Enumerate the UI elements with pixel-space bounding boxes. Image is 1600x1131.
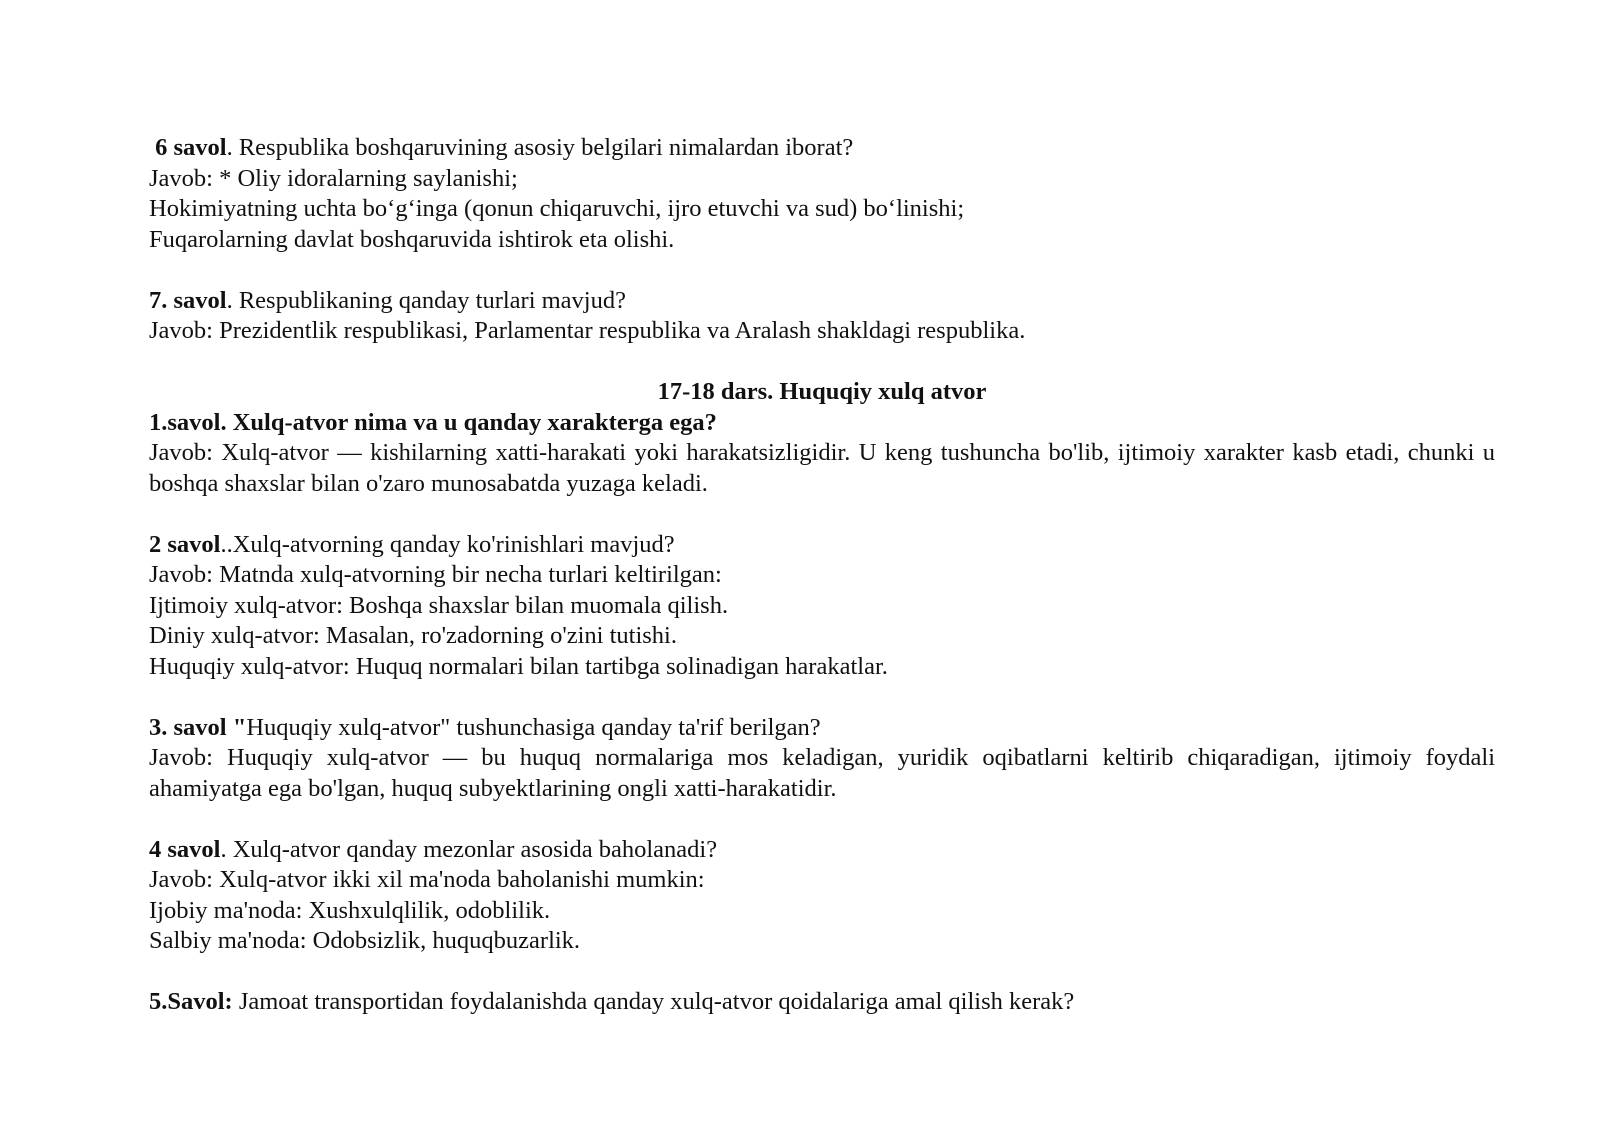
answer-line: Salbiy ma'noda: Odobsizlik, huquqbuzarlik. [149, 927, 581, 954]
section-question-3 [149, 713, 1495, 744]
answer-line: Diniy xulq-atvor: Masalan, ro'zadorning o'zini tutishi. [149, 622, 677, 649]
section-question-5-label: 5.Savol: [149, 988, 233, 1015]
answer-line: Ijtimoiy xulq-atvor: Boshqa shaxslar bilan muomala qilish. [149, 591, 729, 619]
answer-line: Huquqiy xulq-atvor: Huquq normalari bilan tartibga solinadigan harakatlar. [149, 652, 888, 680]
answer-line: Javob: * Oliy idoralarning saylanishi; [149, 164, 518, 192]
section-question-2-label: 2 savol [149, 530, 221, 558]
question-7-label: 7. savol [149, 286, 227, 314]
question-7 [149, 286, 1495, 317]
question-6-label: 6 savol [155, 134, 227, 161]
question-6 [149, 133, 1495, 164]
section-question-2-text: ..Xulq-atvorning qanday ko'rinishlari mavjud? [220, 530, 675, 558]
question-6-text: . Respublika boshqaruvining asosiy belgilari nimalardan iborat? [226, 134, 854, 161]
answer-paragraph: Javob: Huquqiy xulq-atvor — bu huquq normalariga mos keladigan, yuridik oqibatlarni keltirib chiqaradigan, ijtimoiy foydali ahamiyatga ega bo'lgan, huquq subyektlarining ongli xatti-harakatidir. [149, 744, 1495, 802]
answer-line: Hokimiyatning uchta bo‘g‘inga (qonun chiqaruvchi, ijro etuvchi va sud) bo‘linishi; [149, 195, 965, 222]
question-7-text: . Respublikaning qanday turlari mavjud? [226, 286, 626, 314]
answer-line: Fuqarolarning davlat boshqaruvida ishtirok eta olishi. [149, 225, 675, 253]
section-question-5-text: Jamoat transportidan foydalanishda qanday xulq-atvor qoidalariga amal qilish kerak? [232, 988, 1075, 1015]
section-question-3-label: 3. savol " [149, 713, 247, 741]
answer-line: Javob: Xulq-atvor ikki xil ma'noda baholanishi mumkin: [149, 866, 705, 893]
answer-line: Ijobiy ma'noda: Xushxulqlilik, odoblilik. [149, 896, 551, 924]
section-question-4-text: . Xulq-atvor qanday mezonlar asosida baholanadi? [220, 835, 718, 863]
section-question-5 [149, 987, 1495, 1018]
document-page [149, 133, 1495, 1018]
section-question-1-text: 1.savol. Xulq-atvor nima va u qanday xarakterga ega? [149, 408, 717, 436]
answer-paragraph: Javob: Xulq-atvor — kishilarning xatti-harakati yoki harakatsizligidir. U keng tushuncha bo'lib, ijtimoiy xarakter kasb etadi, chunki u boshqa shaxslar bilan o'zaro munosabatda yuzaga keladi. [149, 439, 1495, 497]
section-question-1 [149, 408, 1495, 439]
section-question-2 [149, 530, 1495, 561]
section-question-4-label: 4 savol [149, 835, 221, 863]
section-question-4 [149, 835, 1495, 866]
section-title: 17-18 dars. Huquqiy xulq atvor [657, 378, 987, 405]
section-question-3-text: Huquqiy xulq-atvor" tushunchasiga qanday ta'rif berilgan? [246, 713, 821, 741]
answer-line: Javob: Matnda xulq-atvorning bir necha turlari keltirilgan: [149, 561, 722, 588]
answer-line: Javob: Prezidentlik respublikasi, Parlamentar respublika va Aralash shakldagi respublika. [149, 317, 1026, 344]
